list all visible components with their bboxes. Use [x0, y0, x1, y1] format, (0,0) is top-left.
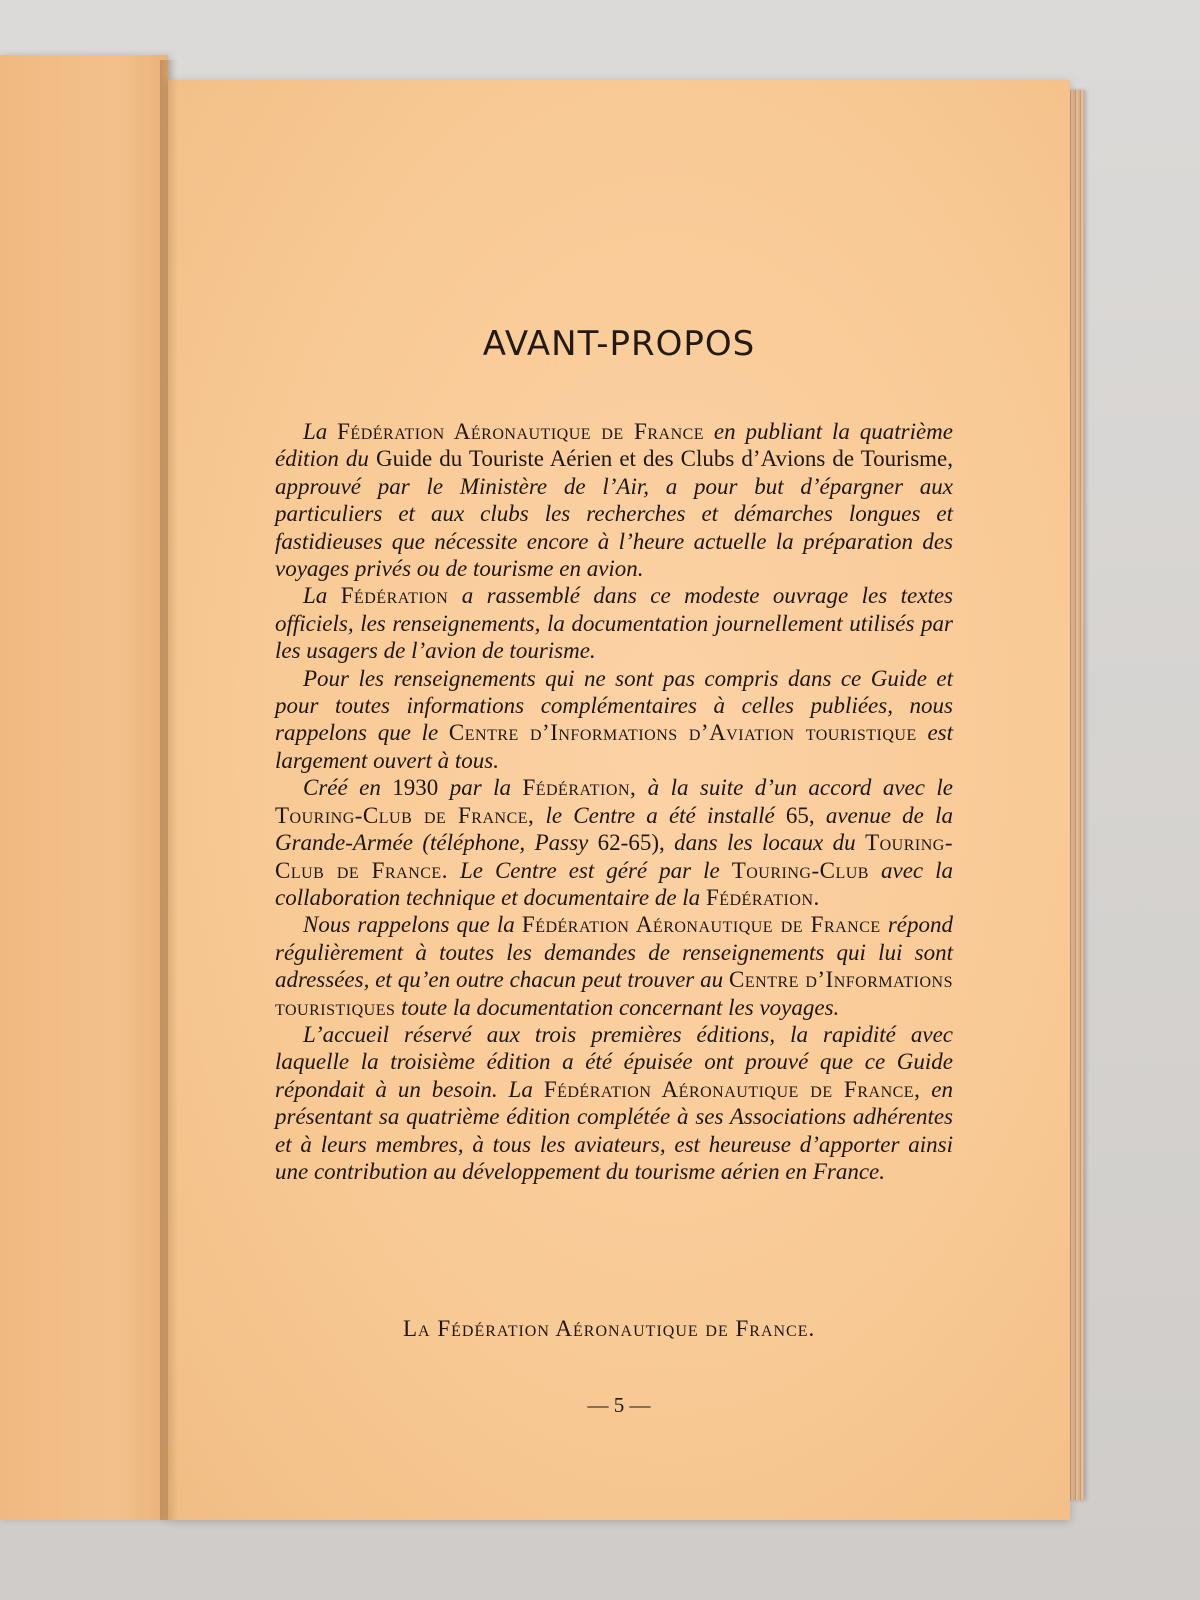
text-run: approuvé par le Ministère de l’Air, a pour but d’épargner aux particuliers et aux clubs les recherches et démarches longues et fastidieuses que nécessite encore à l’heure actuelle la préparation des voyages privés ou de tourisme en avion. — [275, 473, 953, 582]
paragraph — [275, 665, 953, 775]
text-run: Nous rappelons que la — [303, 912, 522, 938]
paragraph — [275, 1021, 953, 1185]
text-run: avec la collaboration technique et documentaire de la — [275, 857, 954, 910]
paragraph — [275, 418, 953, 582]
text-run: a rassemblé dans ce modeste ouvrage les textes officiels, les renseignements, la documentation journellement utilisés par les usagers de l’avion de tourisme. — [275, 583, 954, 664]
text-run: Touring-Club — [731, 857, 869, 883]
text-run: dans les locaux du — [664, 830, 866, 856]
text-run: Fédération Aéronautique de France — [337, 419, 705, 444]
text-run: Touring-Club de France. — [275, 830, 954, 883]
text-run: en publiant la quatrième édition du — [275, 419, 953, 472]
text-run: La — [303, 583, 341, 609]
text-run: Centre d’Informations touristiques — [275, 967, 954, 1020]
text-run: Fédération Aéronautique de France — [521, 912, 881, 938]
text-run: L’accueil réservé aux trois premières éditions, la rapidité avec laquelle la troisième édition a été épuisée ont prouvé que ce Guide répondait à un besoin. La — [275, 1021, 953, 1102]
text-run: Pour les renseignements qui ne sont pas compris dans ce Guide et pour toutes informations complémentaires à celles publiées, nous rappelons que le — [275, 665, 953, 746]
text-run: La — [303, 419, 338, 444]
text-run: Fédération Aéronautique de France, — [543, 1076, 921, 1102]
text-run: Guide du Touriste Aérien et des Clubs d’Avions de Tourisme, — [375, 446, 953, 472]
paragraph — [275, 774, 953, 911]
text-run: 65, — [785, 802, 815, 828]
text-run: à la suite d’un accord avec le — [636, 775, 954, 801]
page-number: — 5 — — [587, 1393, 651, 1417]
page-edges — [1068, 90, 1084, 1500]
text-run: Touring-Club de France, — [275, 802, 535, 828]
body-text — [275, 418, 953, 1185]
page-title: AVANT-PROPOS — [482, 324, 756, 364]
text-run: Créé en — [303, 775, 393, 801]
signature: La Fédération Aéronautique de France. — [403, 1316, 816, 1341]
text-run: 1930 — [392, 775, 439, 801]
paragraph — [275, 911, 953, 1021]
text-run: toute la documentation concernant les voyages. — [395, 994, 840, 1020]
left-page — [0, 55, 168, 1520]
text-run: répond régulièrement à toutes les demandes de renseignements qui lui sont adressées, et qu’en outre chacun peut trouver au — [275, 912, 953, 993]
text-run: Fédération, — [522, 775, 637, 801]
book-gutter — [160, 60, 178, 1520]
text-run: le Centre a été installé — [534, 802, 786, 828]
text-run: Fédération. — [705, 884, 820, 910]
text-run: avenue de la Grande-Armée (téléphone, Passy — [275, 802, 953, 856]
text-run: est largement ouvert à tous. — [275, 720, 953, 773]
text-run: Le Centre est géré par le — [447, 857, 732, 883]
text-run: Centre d’Informations d’Aviation touristique — [448, 720, 917, 746]
paragraph — [275, 582, 953, 664]
text-run: en présentant sa quatrième édition complétée à ses Associations adhérentes et à leurs membres, à tous les aviateurs, est heureuse d’apporter ainsi une contribution au développement du tourisme aérien en France. — [275, 1076, 953, 1184]
text-run: 62-65), — [597, 830, 665, 856]
right-page — [168, 80, 1070, 1520]
text-run: Fédération — [340, 583, 449, 609]
text-run: par la — [438, 775, 523, 801]
